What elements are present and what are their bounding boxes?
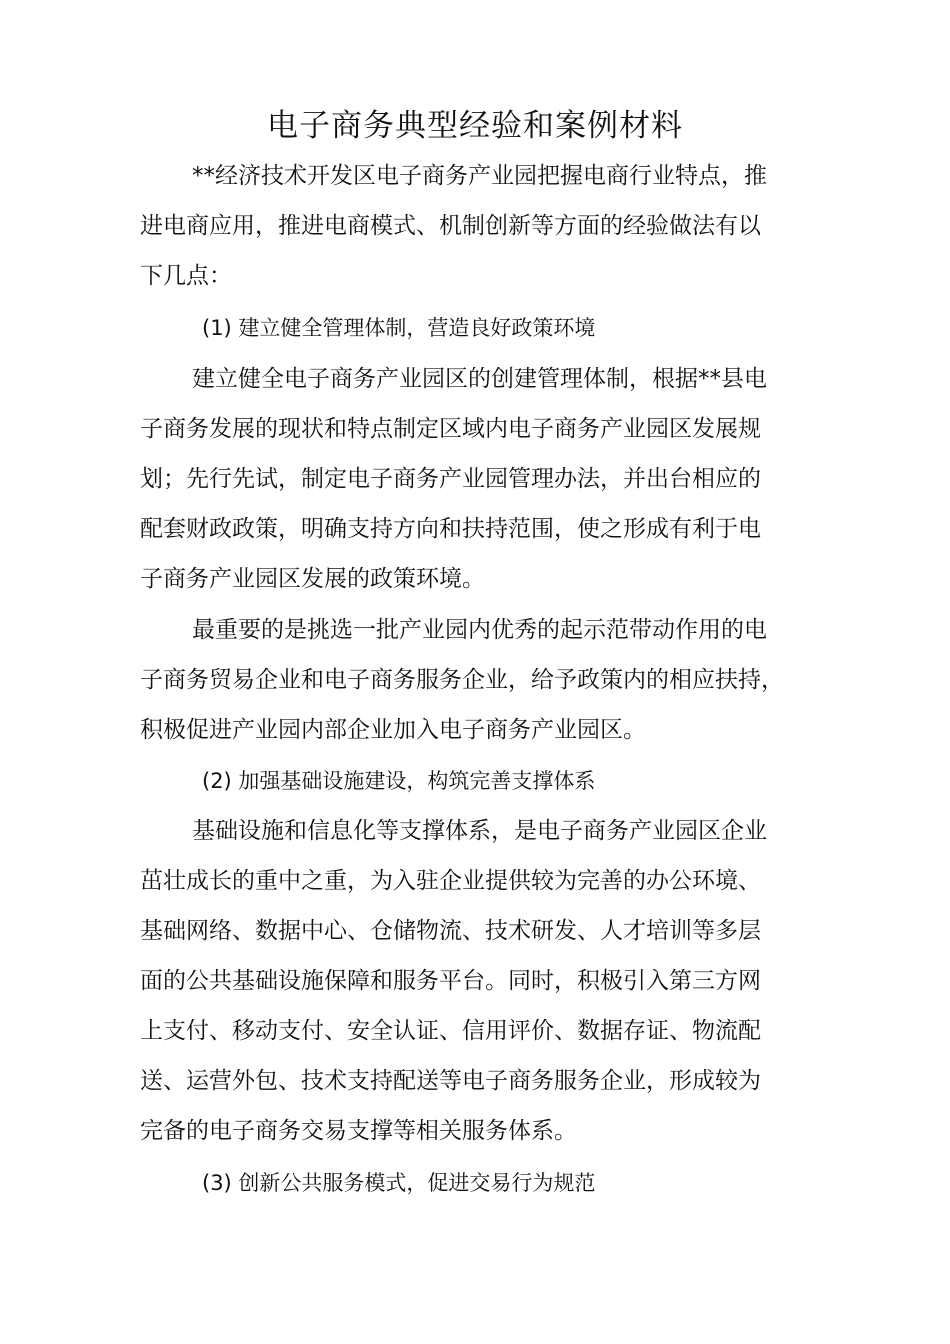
paragraph-line: 上支付、移动支付、安全认证、信用评价、数据存证、物流配 (140, 1018, 761, 1044)
paragraph-line: 积极促进产业园内部企业加入电子商务产业园区。 (140, 717, 646, 743)
paragraph-line: 送、运营外包、技术支持配送等电子商务服务企业，形成较为 (140, 1068, 761, 1094)
paragraph-line: 完备的电子商务交易支撑等相关服务体系。 (140, 1118, 577, 1144)
paragraph-line: 建立健全电子商务产业园区的创建管理体制，根据**县电 (192, 366, 767, 392)
paragraph-line: 划；先行先试，制定电子商务产业园管理办法，并出台相应的 (140, 466, 761, 492)
paragraph-line: 配套财政政策，明确支持方向和扶持范围，使之形成有利于电 (140, 516, 761, 542)
paragraph-line: 基础网络、数据中心、仓储物流、技术研发、人才培训等多层 (140, 918, 761, 944)
paragraph-line: 子商务产业园区发展的政策环境。 (140, 566, 485, 592)
section-1-heading: (1) 建立健全管理体制，营造良好政策环境 (202, 316, 596, 340)
paragraph-line: 基础设施和信息化等支撑体系，是电子商务产业园区企业 (192, 818, 767, 844)
paragraph-line: 茁壮成长的重中之重，为入驻企业提供较为完善的办公环境、 (140, 868, 761, 894)
document-title: 电子商务典型经验和案例材料 (267, 108, 683, 144)
section-2-heading: (2) 加强基础设施建设，构筑完善支撑体系 (202, 769, 596, 793)
paragraph-line: 最重要的是挑选一批产业园内优秀的起示范带动作用的电 (192, 617, 767, 643)
paragraph-line: 下几点： (140, 263, 232, 289)
paragraph-line: **经济技术开发区电子商务产业园把握电商行业特点，推 (192, 163, 767, 189)
paragraph-line: 子商务贸易企业和电子商务服务企业，给予政策内的相应扶持， (140, 667, 784, 693)
paragraph-line: 子商务发展的现状和特点制定区域内电子商务产业园区发展规 (140, 416, 761, 442)
paragraph-line: 面的公共基础设施保障和服务平台。同时，积极引入第三方网 (140, 968, 761, 994)
paragraph-line: 进电商应用，推进电商模式、机制创新等方面的经验做法有以 (140, 213, 761, 239)
section-3-heading: (3) 创新公共服务模式，促进交易行为规范 (202, 1171, 596, 1195)
